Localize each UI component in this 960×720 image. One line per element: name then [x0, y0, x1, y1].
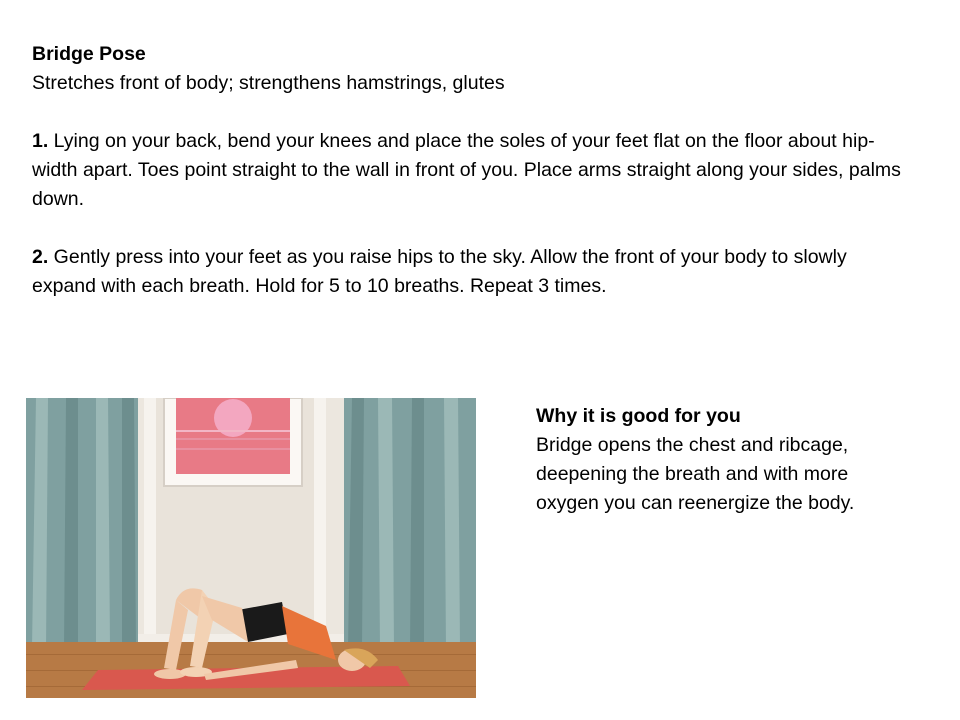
step-2-text: Gently press into your feet as you raise hips to the sky. Allow the front of your body to slowly expand with each breath. Hold for 5 to 10 breaths. Repeat 3 times. [32, 246, 847, 297]
benefits-panel [536, 402, 866, 518]
step-2-number: 2. [32, 246, 49, 268]
bridge-pose-illustration [26, 398, 476, 698]
step-2 [32, 243, 912, 301]
step-1-number: 1. [32, 130, 49, 152]
pose-description [32, 40, 912, 301]
benefits-text: Bridge opens the chest and ribcage, deepening the breath and with more oxygen you can reenergize the body. [536, 434, 855, 514]
spacer [32, 214, 912, 243]
step-1 [32, 127, 912, 214]
bridge-pose-photo [26, 398, 476, 698]
pose-subtitle: Stretches front of body; strengthens hamstrings, glutes [32, 72, 505, 94]
benefits-heading: Why it is good for you [536, 405, 741, 427]
spacer [32, 98, 912, 127]
step-1-text: Lying on your back, bend your knees and place the soles of your feet flat on the floor about hip-width apart. Toes point straight to the wall in front of you. Place arms straight along your sides, palms down. [32, 130, 901, 210]
pose-title: Bridge Pose [32, 43, 146, 65]
